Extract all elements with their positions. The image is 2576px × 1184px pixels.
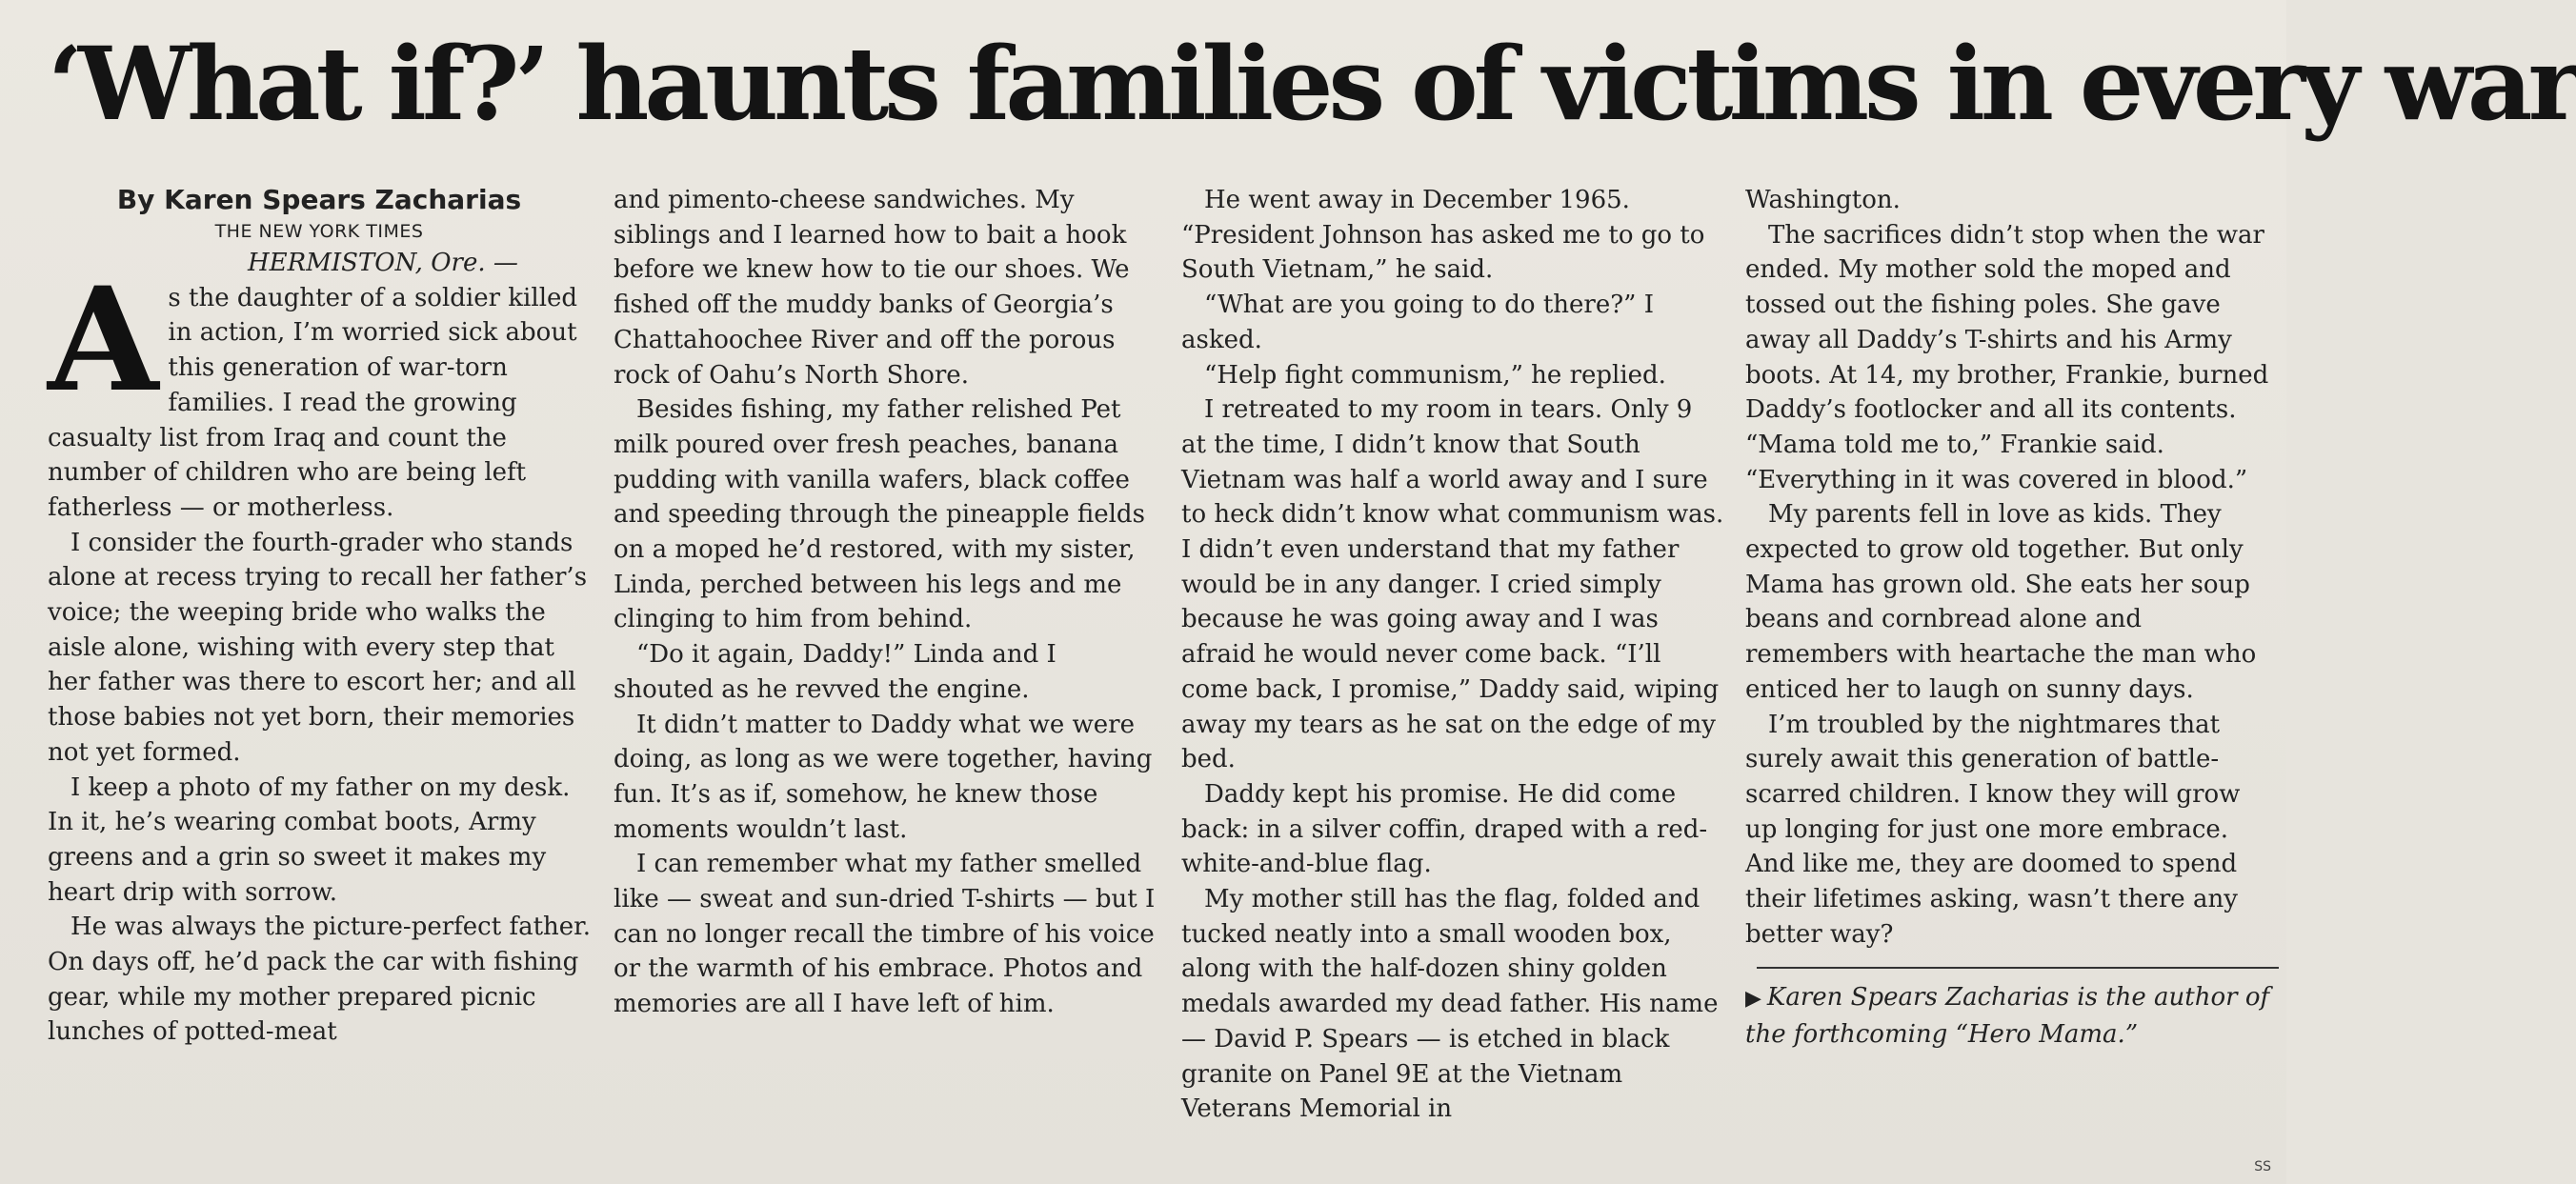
article-column-1	[48, 183, 591, 1050]
dateline: HERMISTON, Ore. —	[248, 249, 518, 277]
article-column-3	[1181, 183, 1724, 1127]
triangle-bullet-icon: ▶	[1745, 987, 1761, 1012]
byline: By Karen Spears Zacharias	[116, 184, 522, 215]
paragraph: Daddy kept his promise. He did come back: in a silver coffin, draped with a red-white-and-blue flag.	[1181, 779, 1708, 879]
paragraph: Besides fishing, my father relished Pet milk poured over fresh peaches, banana pudding with vanilla wafers, black coffee and speeding through the pineapple fields on a moped he’d restored, with my sister, Linda, perched between his legs and me clinging to him from behind.	[614, 395, 1145, 634]
paragraph: I retreated to my room in tears. Only 9 at the time, I didn’t know that South Vietnam was half a world away and I sure to heck didn’t know what communism was. I didn’t even understand that my father would be in any danger. I cried simply because he was going away and I was afraid he would never come back. “I’ll come back, I promise,” Daddy said, wiping away my tears as he sat on the edge of my bed.	[1181, 395, 1724, 774]
source-credit: THE NEW YORK TIMES	[214, 221, 424, 242]
paragraph: The sacrifices didn’t stop when the war ended. My mother sold the moped and tossed out the fishing poles. She gave away all Daddy’s T-shirts and his Army boots. At 14, my brother, Frankie, burned Daddy’s footlocker and all its contents. “Mama told me to,” Frankie said. “Everything in it was covered in blood.”	[1745, 220, 2269, 494]
drop-cap: A	[48, 255, 159, 424]
paragraph-text: s the daughter of a soldier killed in action, I’m worried sick about this generation of war-torn families. I read the growing casualty list from Iraq and count the number of children who are being left fatherless — or motherless.	[48, 283, 578, 522]
paragraph: Washington.	[1745, 186, 1901, 214]
paragraph: He went away in December 1965. “President Johnson has asked me to go to South Vietnam,” he said.	[1181, 186, 1705, 285]
paragraph: My parents fell in love as kids. They expected to grow old together. But only Mama has grown old. She eats her soup beans and cornbread alone and remembers with heartache the man who enticed her to laugh on sunny days.	[1745, 500, 2257, 704]
paragraph: and pimento-cheese sandwiches. My siblings and I learned how to bait a hook before we knew how to tie our shoes. We fished off the muddy banks of Georgia’s Chattahoochee River and off the porous rock of Oahu’s North Shore.	[614, 186, 1130, 390]
article-column-2	[614, 183, 1157, 1022]
paragraph: “Help fight communism,” he replied.	[1204, 360, 1666, 390]
paragraph: I can remember what my father smelled like — sweat and sun-dried T-shirts — but I can no longer recall the timbre of his voice or the warmth of his embrace. Photos and memories are all I have left of him.	[614, 850, 1156, 1019]
paragraph: I’m troubled by the nightmares that surely await this generation of battle-scarred children. I know they will grow up longing for just one more embrace. And like me, they are doomed to spend their lifetimes asking, wasn’t there any better way?	[1745, 710, 2241, 949]
page-mark: SS	[2254, 1159, 2271, 1174]
paragraph: “Do it again, Daddy!” Linda and I shouted as he revved the engine.	[614, 640, 1057, 704]
author-tagline-text: Karen Spears Zacharias is the author of the forthcoming “Hero Mama.”	[1745, 983, 2270, 1050]
headline: ‘What if?’ haunts families of victims in every war	[48, 24, 2576, 143]
paragraph: He was always the picture-perfect father. On days off, he’d pack the car with fishing gear, while my mother prepared picnic lunches of potted-meat	[48, 913, 591, 1047]
paragraph: My mother still has the flag, folded and tucked neatly into a small wooden box, along with the half-dozen shiny golden medals awarded my dead father. His name — David P. Spears — is etched in black granite on Panel 9E at the Vietnam Veterans Memorial in	[1181, 885, 1719, 1124]
author-tagline	[1745, 980, 2279, 1052]
divider	[1757, 967, 2279, 969]
paragraph: I keep a photo of my father on my desk. In it, he’s wearing combat boots, Army greens and a grin so sweet it makes my heart drip with sorrow.	[48, 773, 571, 907]
paragraph: I consider the fourth-grader who stands alone at recess trying to recall her father’s voice; the weeping bride who walks the aisle alone, wishing with every step that her father was there to escort her; and all those babies not yet born, their memories not yet formed.	[48, 528, 588, 767]
paragraph: It didn’t matter to Daddy what we were doing, as long as we were together, having fun. It’s as if, somehow, he knew those moments wouldn’t last.	[614, 710, 1153, 844]
paragraph: “What are you going to do there?” I asked.	[1181, 291, 1654, 354]
article-column-4	[1745, 183, 2279, 1053]
